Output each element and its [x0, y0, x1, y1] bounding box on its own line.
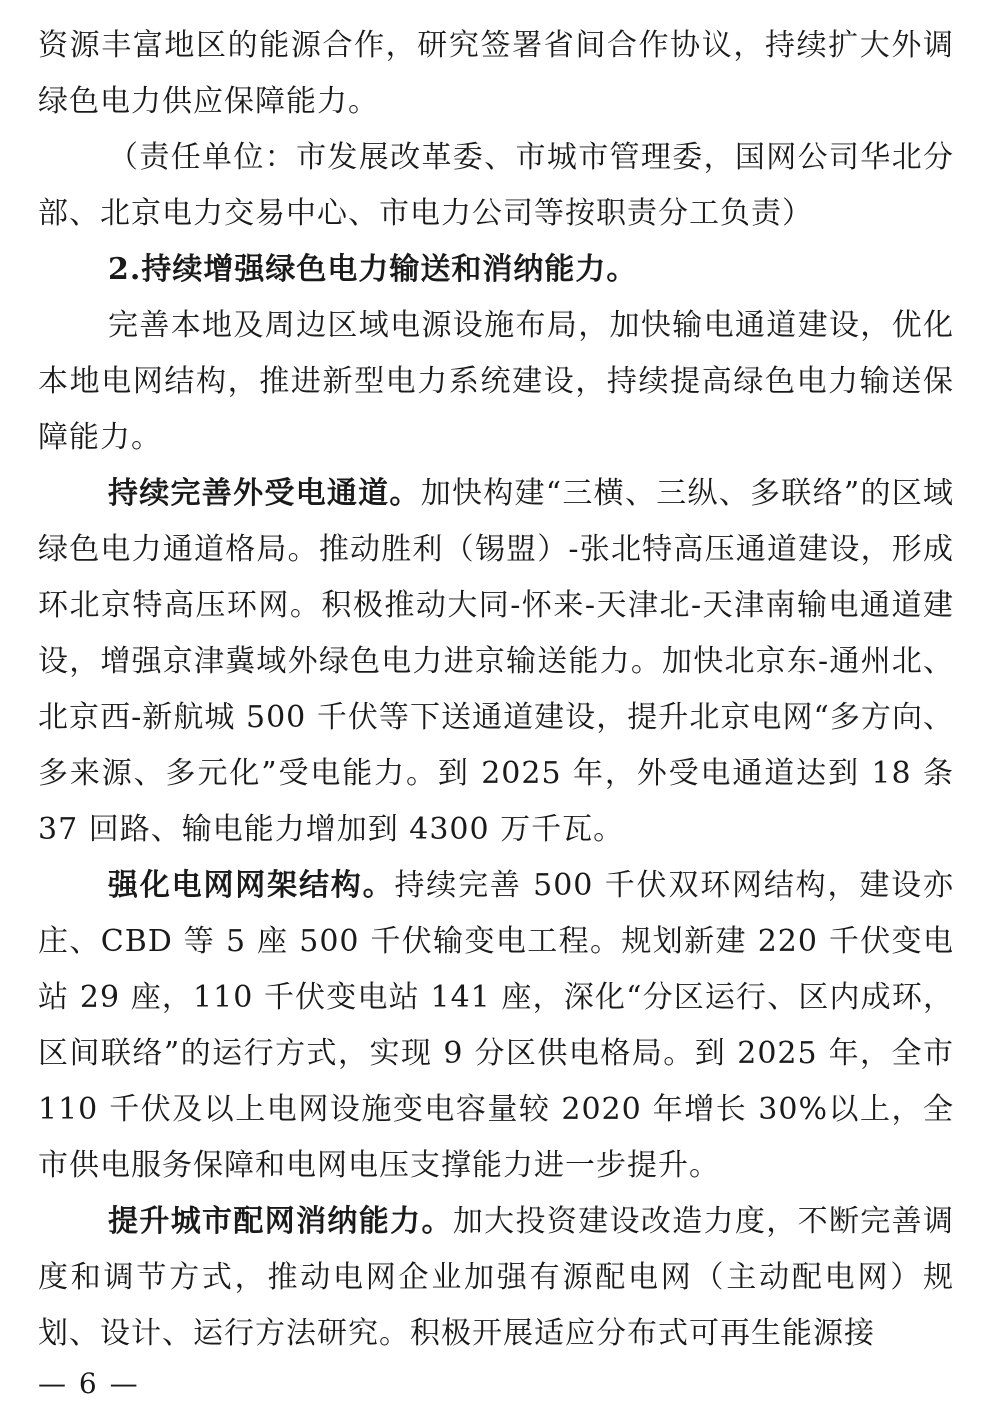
paragraph-external-channels — [38, 466, 954, 858]
paragraph-body-grid-structure: 持续完善 500 千伏双环网结构，建设亦庄、CBD 等 5 座 500 千伏输变电工程。规划新建 220 千伏变电站 29 座，110 千伏变电站 141 座，深化“分区运行、区内成环，区间联络”的运行方式，实现 9 分区供电格局。到 2025 年，全市 110 千伏及以上电网设施变电容量较 2020 年增长 30%以上，全市供电服务保障和电网电压支撑能力进一步提升。 — [38, 868, 954, 1183]
paragraph-responsible-units: （责任单位：市发展改革委、市城市管理委，国网公司华北分部、北京电力交易中心、市电力公司等按职责分工负责） — [38, 140, 954, 231]
paragraph-intro: 完善本地及周边区域电源设施布局，加快输电通道建设，优化本地电网结构，推进新型电力系统建设，持续提高绿色电力输送保障能力。 — [38, 308, 954, 455]
document-page — [38, 18, 954, 1362]
paragraph-body-external-channels: 加快构建“三横、三纵、多联络”的区域绿色电力通道格局。推动胜利（锡盟）-张北特高压通道建设，形成环北京特高压环网。积极推动大同-怀来-天津北-天津南输电通道建设，增强京津冀域外绿色电力进京输送能力。加快北京东-通州北、北京西-新航城 500 千伏等下送通道建设，提升北京电网“多方向、多来源、多元化”受电能力。到 2025 年，外受电通道达到 18 条 37 回路、输电能力增加到 4300 万千瓦。 — [38, 476, 954, 847]
paragraph-lead-grid-structure: 强化电网网架结构。 — [108, 868, 395, 903]
page-number: — 6 — — [38, 1367, 140, 1400]
paragraph-lead-external-channels: 持续完善外受电通道。 — [108, 476, 421, 511]
paragraph-lead-distribution-network: 提升城市配网消纳能力。 — [108, 1204, 453, 1239]
paragraph-grid-structure — [38, 858, 954, 1194]
paragraph-distribution-network — [38, 1194, 954, 1362]
paragraph-cooperation: 资源丰富地区的能源合作，研究签署省间合作协议，持续扩大外调绿色电力供应保障能力。 — [38, 28, 954, 119]
paragraph-body-distribution-network: 加大投资建设改造力度，不断完善调度和调节方式，推动电网企业加强有源配电网（主动配电网）规划、设计、运行方法研究。积极开展适应分布式可再生能源接 — [38, 1204, 955, 1351]
section-heading-2: 2.持续增强绿色电力输送和消纳能力。 — [108, 252, 638, 287]
